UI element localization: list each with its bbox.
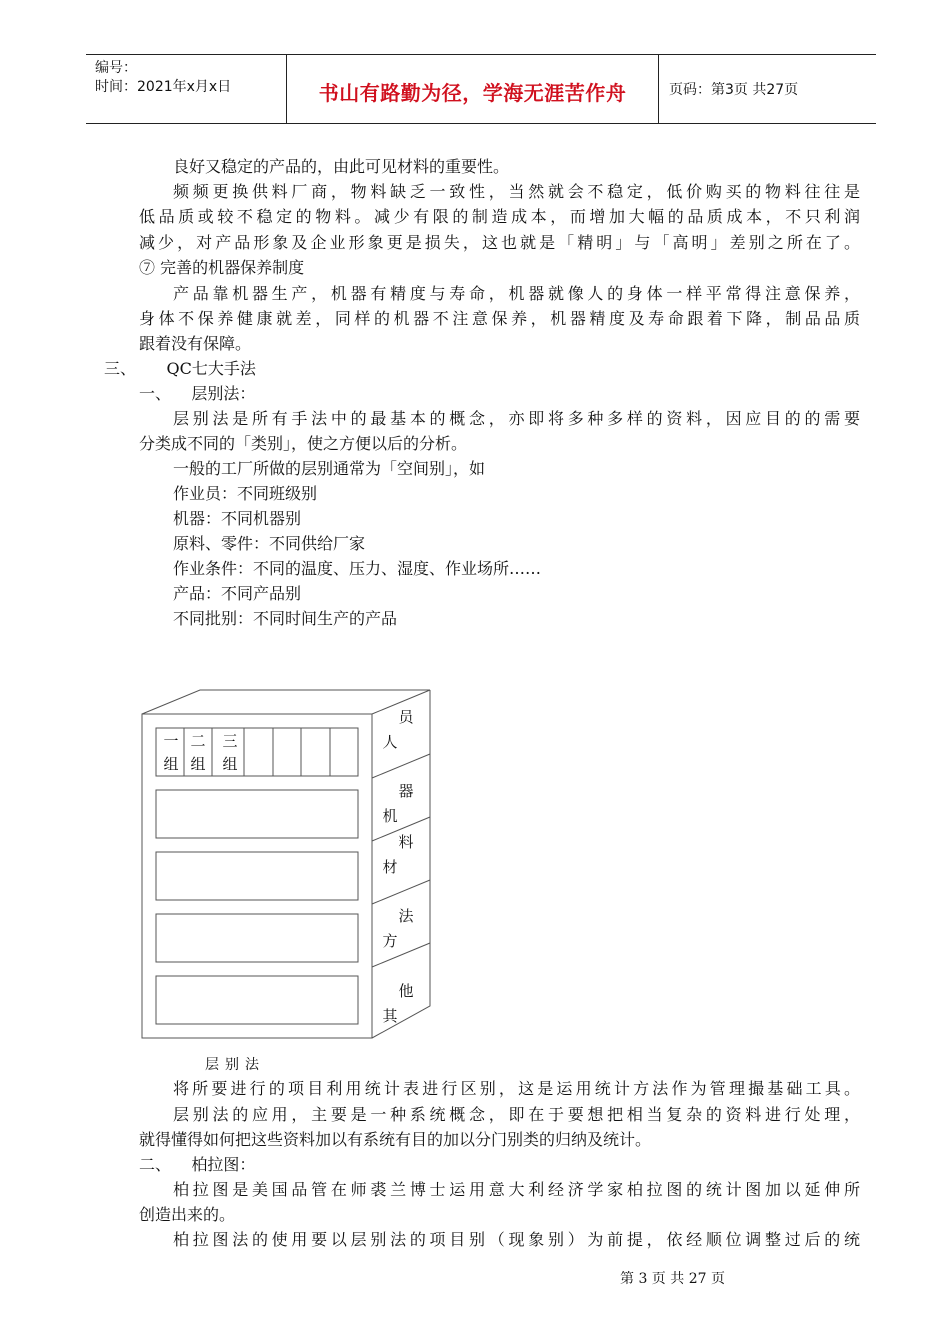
side-label-people: 员 <box>398 708 414 726</box>
page-footer: 第 3 页 共 27 页 <box>620 1271 725 1287</box>
list-item: 作业条件：不同的温度、压力、湿度、作业场所…… <box>173 559 542 578</box>
group-label: 三 组 <box>222 732 238 773</box>
side-label-machine: 器 <box>398 782 414 800</box>
paragraph-line: 产品靠机器生产，机器有精度与寿命，机器就像人的身体一样平常得注意保养， <box>173 284 860 303</box>
drawer <box>156 914 358 962</box>
list-item: 作业员：不同班级别 <box>173 484 318 503</box>
list-heading: ⑦ 完善的机器保养制度 <box>139 258 305 277</box>
side-divider <box>372 754 430 778</box>
subsection-heading: 一、 层别法： <box>139 384 256 403</box>
time-label: 时间：2021年x月x日 <box>95 79 232 95</box>
paragraph-line: 一般的工厂所做的层别通常为「空间别」，如 <box>173 459 486 478</box>
paragraph-line: 良好又稳定的产品的，由此可见材料的重要性。 <box>173 157 510 176</box>
paragraph-line: 低品质或较不稳定的物料。减少有限的制造成本，而增加大幅的品质成本，不只利润 <box>139 207 860 226</box>
drawer <box>156 790 358 838</box>
group-row <box>156 728 358 776</box>
header-divider <box>658 55 659 123</box>
list-item: 不同批别：不同时间生产的产品 <box>173 609 398 628</box>
side-label-machine: 机 <box>382 807 398 825</box>
group-label: 一 组 <box>163 732 179 773</box>
paragraph-line: 减少，对产品形象及企业形象更是损失，这也就是「精明」与「高明」差别之所在了。 <box>139 233 860 252</box>
paragraph-line: 分类成不同的「类别」，使之方便以后的分析。 <box>139 434 468 453</box>
side-label-material: 料 <box>398 833 414 851</box>
paragraph-line: 层别法是所有手法中的最基本的概念，亦即将多种多样的资料，因应目的的需要 <box>173 409 860 428</box>
side-label-method: 方 <box>382 932 398 950</box>
section-heading: 三、 QC七大手法 <box>104 359 256 378</box>
paragraph-line: 层别法的应用，主要是一种系统概念，即在于要想把相当复杂的资料进行处理， <box>173 1105 860 1124</box>
drawer <box>156 852 358 900</box>
paragraph-line: 身体不保养健康就差，同样的机器不注意保养，机器精度及寿命跟着下降，制品品质 <box>139 309 860 328</box>
paragraph-line: 就得懂得如何把这些资料加以有系统有目的加以分门别类的归纳及统计。 <box>139 1130 652 1149</box>
stratification-figure <box>140 688 432 1040</box>
paragraph-line: 创造出来的。 <box>139 1205 236 1224</box>
side-label-other: 他 <box>398 982 414 1000</box>
group-label: 二 组 <box>190 732 206 773</box>
page-header <box>86 54 876 124</box>
paragraph-line: 将所要进行的项目利用统计表进行区别，这是运用统计方法作为管理撮基础工具。 <box>173 1079 860 1098</box>
list-item: 产品：不同产品别 <box>173 584 302 603</box>
side-label-people: 人 <box>382 733 398 751</box>
cabinet-top <box>142 690 430 714</box>
drawer <box>156 976 358 1024</box>
paragraph-line: 跟着没有保障。 <box>139 334 252 353</box>
header-motto: 书山有路勤为径，学海无涯苦作舟 <box>318 81 627 105</box>
paragraph-line: 频频更换供料厂商，物料缺乏一致性，当然就会不稳定，低价购买的物料往往是 <box>173 182 860 201</box>
list-item: 机器：不同机器别 <box>173 509 302 528</box>
paragraph-line: 柏拉图是美国品管在师裘兰博士运用意大利经济学家柏拉图的统计图加以延伸所 <box>173 1180 860 1199</box>
header-meta <box>95 59 231 97</box>
subsection-heading: 二、 柏拉图： <box>139 1155 256 1174</box>
side-divider <box>372 880 430 904</box>
paragraph-line: 柏拉图法的使用要以层别法的项目别（现象别）为前提，依经顺位调整过后的统 <box>173 1230 860 1249</box>
side-label-material: 材 <box>382 858 398 876</box>
side-label-method: 法 <box>398 907 414 925</box>
figure-caption: 层别法 <box>205 1057 265 1073</box>
number-label: 编号： <box>95 60 137 76</box>
list-item: 原料、零件：不同供给厂家 <box>173 534 366 553</box>
header-page-number: 页码：第3页 共27页 <box>669 82 799 98</box>
side-label-other: 其 <box>382 1007 398 1025</box>
